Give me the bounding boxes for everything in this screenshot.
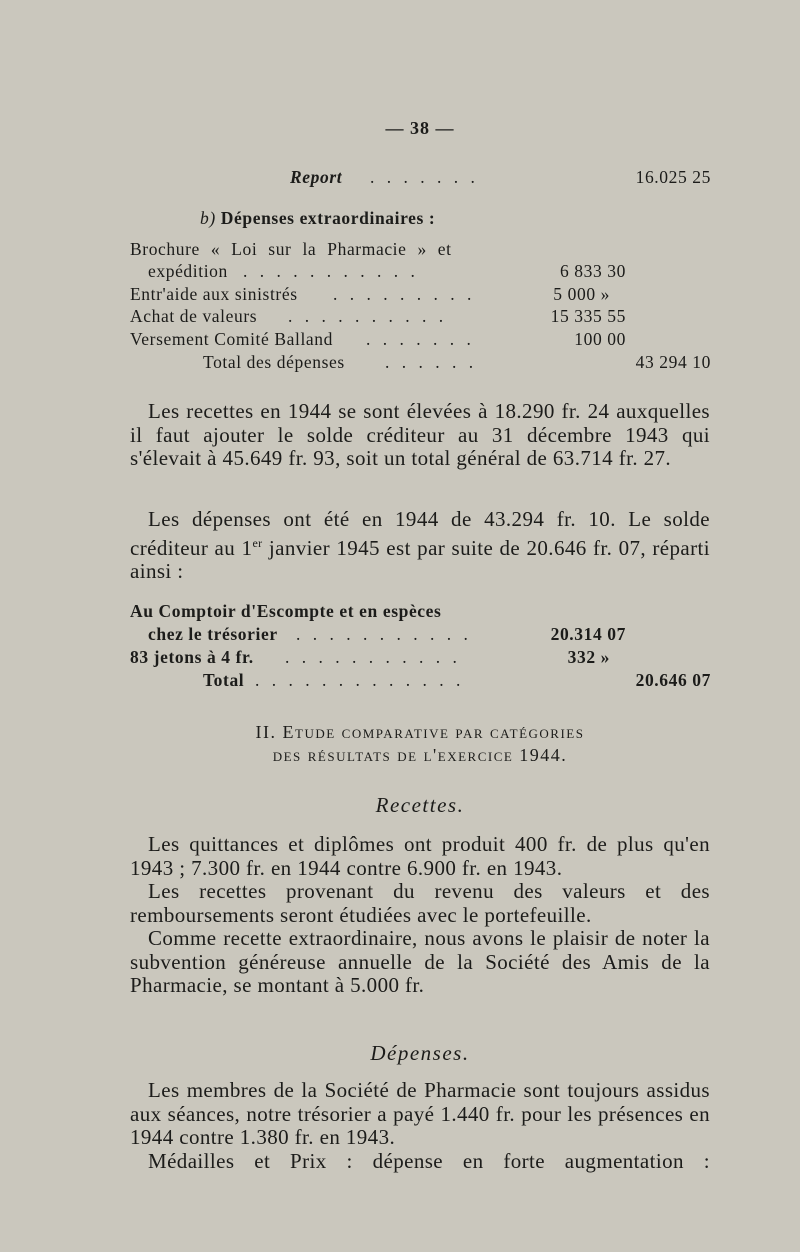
repartition-item-label: 83 jetons à 4 fr. — [130, 647, 254, 667]
total-expenses-label: Total des dépenses — [203, 352, 345, 372]
total-expenses-amount: 43 294 10 — [635, 352, 711, 372]
repartition-item-amount: 332 » — [567, 647, 610, 667]
repartition-item-label: chez le trésorier — [148, 624, 278, 644]
expenses-section — [130, 1079, 710, 1173]
expense-item-amount: 5 000 » — [553, 284, 610, 304]
paragraph-text: Les quittances et diplômes ont produit 400 fr. de plus qu'en 1943 ; 7.300 fr. en 1944 contre 6.900 fr. en 1943. — [130, 832, 710, 880]
paragraph-text: Les recettes provenant du revenu des valeurs et des remboursements seront étudiées avec le portefeuille. — [130, 879, 710, 927]
repartition-total-leader: . . . . . . . . . . . . . — [255, 670, 465, 690]
expense-item-amount: 6 833 30 — [559, 261, 626, 281]
page-number: — 38 — — [385, 118, 455, 138]
para2-superscript: er — [252, 535, 263, 550]
extra-expenses-heading — [200, 208, 435, 229]
paragraph-text: Les membres de la Société de Pharmacie sont toujours assidus aux séances, notre trésorier a payé 1.440 fr. pour les présences en 1944 contre 1.380 fr. en 1943. — [130, 1078, 710, 1149]
expense-item-leader: . . . . . . . — [366, 329, 475, 349]
para2-part-a: Les dépenses ont été en 1944 de 43.294 fr. 10. Le solde créditeur au 1 — [130, 507, 710, 560]
paragraph-text — [130, 508, 710, 584]
repartition-item-leader: . . . . . . . . . . . — [285, 647, 461, 667]
section-title: II. Etude comparative par catégories — [255, 722, 585, 742]
heading-text: Dépenses extraordinaires : — [220, 208, 436, 228]
expense-item-label-cont: expédition — [148, 261, 228, 281]
heading-prefix: b) — [200, 208, 216, 228]
paragraph-expenses — [130, 508, 710, 584]
para2-part-b: janvier 1945 est par suite de 20.646 fr. 07, réparti ainsi : — [130, 535, 710, 583]
total-expenses-leader: . . . . . . — [385, 352, 478, 372]
repartition-total-label: Total — [203, 670, 245, 690]
repartition-total-amount: 20.646 07 — [635, 670, 711, 690]
paragraph-text: Comme recette extraordinaire, nous avons le plaisir de noter la subvention généreuse annuelle de la Société des Amis de la Pharmacie, se montant à 5.000 fr. — [130, 926, 710, 997]
expense-item-label: Entr'aide aux sinistrés — [130, 284, 298, 304]
expense-item-label: Brochure « Loi sur la Pharmacie » et — [130, 239, 452, 259]
paragraph-text: Médailles et Prix : dépense en forte augmentation : — [148, 1148, 710, 1173]
expense-item-leader: . . . . . . . . . . — [288, 306, 448, 326]
expense-item-label: Versement Comité Balland — [130, 329, 333, 349]
repartition-item-leader: . . . . . . . . . . . — [296, 624, 472, 644]
expense-item-label: Achat de valeurs — [130, 306, 258, 326]
paragraph-text: Les recettes en 1944 se sont élevées à 18.290 fr. 24 auxquelles il faut ajouter le solde créditeur au 31 décembre 1943 qui s'élevait à 45.649 fr. 93, soit un total général de 63.714 fr. 27. — [130, 399, 710, 470]
expense-item-leader: . . . . . . . . . . . — [243, 261, 419, 281]
repartition-line: Au Comptoir d'Escompte et en espèces — [130, 601, 442, 621]
receipts-section — [130, 833, 710, 998]
repartition-item-amount: 20.314 07 — [550, 624, 626, 644]
expense-item-amount: 15 335 55 — [550, 306, 626, 326]
expense-item-amount: 100 00 — [574, 329, 626, 349]
expense-item-leader: . . . . . . . . . — [333, 284, 476, 304]
receipts-heading: Recettes. — [375, 793, 465, 817]
section-title-cont: des résultats de l'exercice 1944. — [272, 745, 568, 765]
expenses-heading: Dépenses. — [370, 1041, 470, 1065]
paragraph-receipts — [130, 400, 710, 471]
report-label: Report — [290, 167, 343, 187]
report-leader: . . . . . . . — [370, 167, 479, 187]
report-amount: 16.025 25 — [635, 167, 711, 187]
